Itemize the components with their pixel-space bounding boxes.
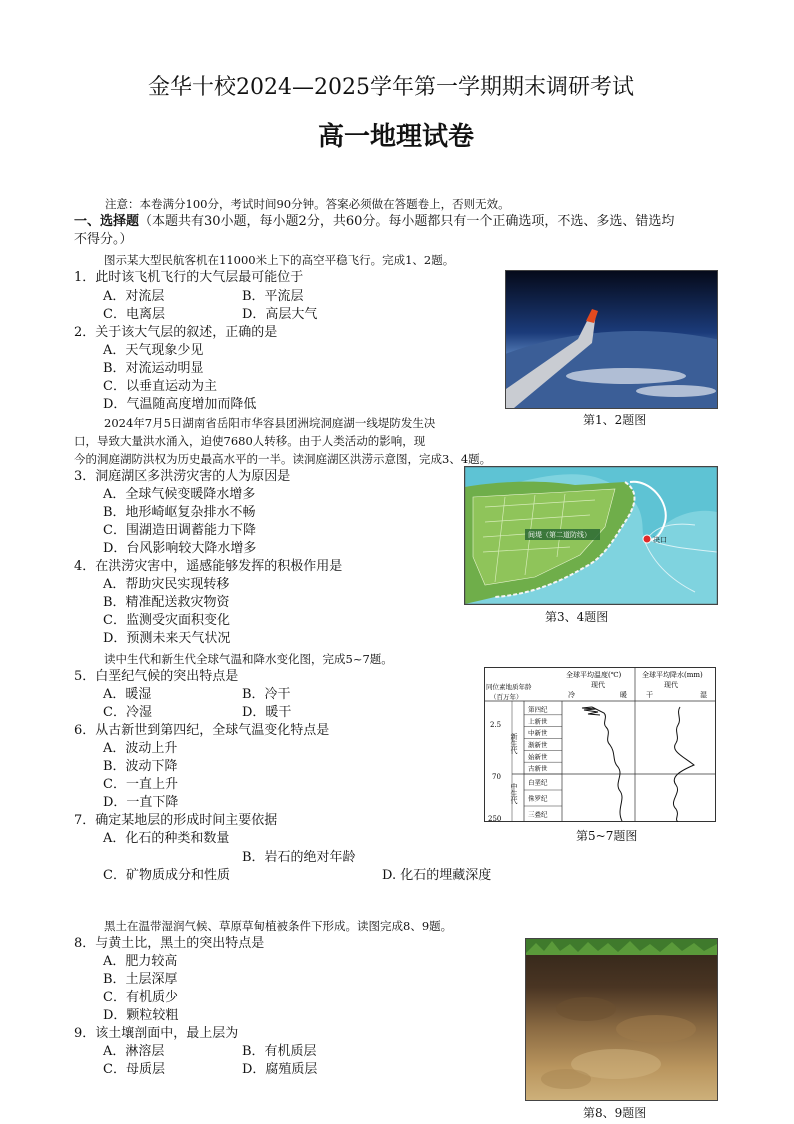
q6-option-d[interactable]: D．一直下降 [103, 795, 179, 810]
airplane-wing-image [506, 271, 717, 408]
q3-option-b[interactable]: B．地形崎岖复杂排水不畅 [103, 505, 256, 520]
notice: 注意：本卷满分100分，考试时间90分钟。答案必须做在答题卷上，否则无效。 [105, 197, 510, 211]
q7-option-b[interactable]: B．岩石的绝对年龄 [242, 850, 356, 865]
intro-q3-4-line2: 口，导致大量洪水涌入，迫使7680人转移。由于人类活动的影响，现 [74, 434, 426, 448]
period-label: 白垩纪 [528, 778, 548, 787]
q5-option-b[interactable]: B．冷干 [242, 687, 291, 702]
label-cold: 冷 [568, 691, 575, 699]
map-label-dike: 间堤（第二道防线） [528, 531, 591, 539]
q4-stem: 4．在洪涝灾害中，遥感能够发挥的积极作用是 [74, 559, 343, 574]
q9-option-d[interactable]: D．腐殖质层 [242, 1062, 318, 1077]
q5-stem: 5．白垩纪气候的突出特点是 [74, 669, 239, 684]
figure-soil-profile-photo [525, 938, 718, 1101]
period-label: 渐新世 [528, 740, 548, 749]
q2-option-a[interactable]: A．天气现象少见 [103, 343, 204, 358]
q8-option-a[interactable]: A．肥力较高 [103, 954, 178, 969]
q7-option-c[interactable]: C．矿物质成分和性质 [103, 868, 230, 883]
header-precip: 全球平均降水(mm) [642, 671, 703, 679]
section1-heading: 一、选择题 [74, 214, 140, 229]
q9-option-b[interactable]: B．有机质层 [242, 1044, 317, 1059]
label-dry: 干 [646, 691, 653, 699]
label-now-temp: 现代 [591, 681, 605, 689]
q1-option-d[interactable]: D．高层大气 [242, 307, 318, 322]
section1-line [74, 213, 674, 231]
q2-option-c[interactable]: C．以垂直运动为主 [103, 379, 217, 394]
era-cenozoic: 新生代 [510, 733, 518, 754]
q1-stem: 1．此时该飞机飞行的大气层最可能位于 [74, 270, 304, 285]
figure3-caption: 第5~7题图 [576, 829, 638, 843]
period-label: 三叠纪 [528, 810, 548, 819]
q2-option-d[interactable]: D．气温随高度增加而降低 [103, 397, 257, 412]
q6-stem: 6．从古新世到第四纪，全球气温变化特点是 [74, 723, 330, 738]
q3-option-d[interactable]: D．台风影响较大降水增多 [103, 541, 257, 556]
figure-flood-map [464, 466, 718, 605]
q1-option-c[interactable]: C．电离层 [103, 307, 165, 322]
period-label: 始新世 [528, 752, 548, 761]
q7-option-a[interactable]: A．化石的种类和数量 [103, 831, 230, 846]
header-age: 同位素地质年龄 [486, 683, 532, 691]
q2-stem: 2．关于该大气层的叙述，正确的是 [74, 325, 278, 340]
dongting-flood-map [465, 467, 717, 604]
q9-option-a[interactable]: A．淋溶层 [103, 1044, 165, 1059]
section1-desc2: 不得分。） [74, 232, 133, 247]
intro-q3-4-line3: 今的洞庭湖防洪权为历史最高水平的一半。读洞庭湖区洪涝示意图，完成3、4题。 [74, 452, 492, 466]
label-warm: 暖 [620, 691, 627, 699]
figure-geologic-climate-chart [484, 667, 716, 822]
q3-option-c[interactable]: C．围湖造田调蓄能力下降 [103, 523, 256, 538]
q6-option-c[interactable]: C．一直上升 [103, 777, 178, 792]
q8-option-b[interactable]: B．土层深厚 [103, 972, 178, 987]
header-temp: 全球平均温度(℃) [566, 671, 622, 679]
exam-subtitle: 高一地理试卷 [318, 122, 475, 152]
intro-q5-7: 读中生代和新生代全球气温和降水变化图，完成5~7题。 [104, 652, 393, 666]
intro-q1-2: 图示某大型民航客机在11000米上下的高空平稳飞行。完成1、2题。 [104, 253, 455, 267]
age-70: 70 [492, 773, 501, 781]
climate-change-diagram [484, 667, 716, 822]
q2-option-b[interactable]: B．对流运动明显 [103, 361, 204, 376]
q3-stem: 3．洞庭湖区多洪涝灾害的人为原因是 [74, 469, 291, 484]
age-2-5: 2.5 [490, 721, 502, 729]
q7-stem: 7．确定某地层的形成时间主要依据 [74, 813, 278, 828]
q7-option-d[interactable]: D. 化石的埋藏深度 [382, 868, 492, 883]
period-label: 侏罗纪 [528, 794, 548, 803]
figure-airplane-photo [505, 270, 718, 409]
q6-option-b[interactable]: B．波动下降 [103, 759, 178, 774]
soil-profile-image [526, 939, 717, 1100]
label-now-precip: 现代 [664, 681, 678, 689]
q4-option-c[interactable]: C．监测受灾面积变化 [103, 613, 230, 628]
header-age-unit: （百万年） [490, 693, 523, 701]
q5-option-d[interactable]: D．暖干 [242, 705, 292, 720]
q4-option-a[interactable]: A．帮助灾民实现转移 [103, 577, 230, 592]
period-label: 第四纪 [528, 705, 548, 714]
q3-option-a[interactable]: A．全球气候变暖降水增多 [103, 487, 256, 502]
intro-q3-4-line1: 2024年7月5日湖南省岳阳市华容县团洲垸洞庭湖一线堤防发生决 [104, 416, 436, 430]
q9-option-c[interactable]: C．母质层 [103, 1062, 165, 1077]
q4-option-d[interactable]: D．预测未来天气状况 [103, 631, 231, 646]
figure1-caption: 第1、2题图 [583, 413, 647, 427]
map-label-breach: 决口 [653, 536, 667, 544]
q5-option-c[interactable]: C．冷湿 [103, 705, 152, 720]
q6-option-a[interactable]: A．波动上升 [103, 741, 178, 756]
label-wet: 湿 [700, 691, 707, 699]
age-250: 250 [488, 815, 502, 822]
q8-option-c[interactable]: C．有机质少 [103, 990, 178, 1005]
section1-desc: （本题共有30小题，每小题2分，共60分。每小题都只有一个正确选项，不选、多选、错选均 [139, 214, 675, 229]
figure4-caption: 第8、9题图 [583, 1106, 647, 1120]
q1-option-a[interactable]: A．对流层 [103, 289, 165, 304]
era-mesozoic: 中生代 [510, 783, 518, 804]
period-label: 古新世 [528, 764, 548, 773]
q8-option-d[interactable]: D．颗粒较粗 [103, 1008, 179, 1023]
intro-q8-9: 黑土在温带湿润气候、草原草甸植被条件下形成。读图完成8、9题。 [104, 919, 453, 933]
q4-option-b[interactable]: B．精准配送救灾物资 [103, 595, 230, 610]
period-label: 中新世 [528, 729, 548, 738]
q5-option-a[interactable]: A．暖湿 [103, 687, 152, 702]
q8-stem: 8．与黄土比，黑土的突出特点是 [74, 936, 265, 951]
q1-option-b[interactable]: B．平流层 [242, 289, 304, 304]
figure2-caption: 第3、4题图 [545, 610, 609, 624]
q9-stem: 9．该土壤剖面中，最上层为 [74, 1026, 239, 1041]
exam-title: 金华十校2024—2025学年第一学期期末调研考试 [148, 75, 634, 100]
period-label: 上新世 [528, 717, 548, 726]
